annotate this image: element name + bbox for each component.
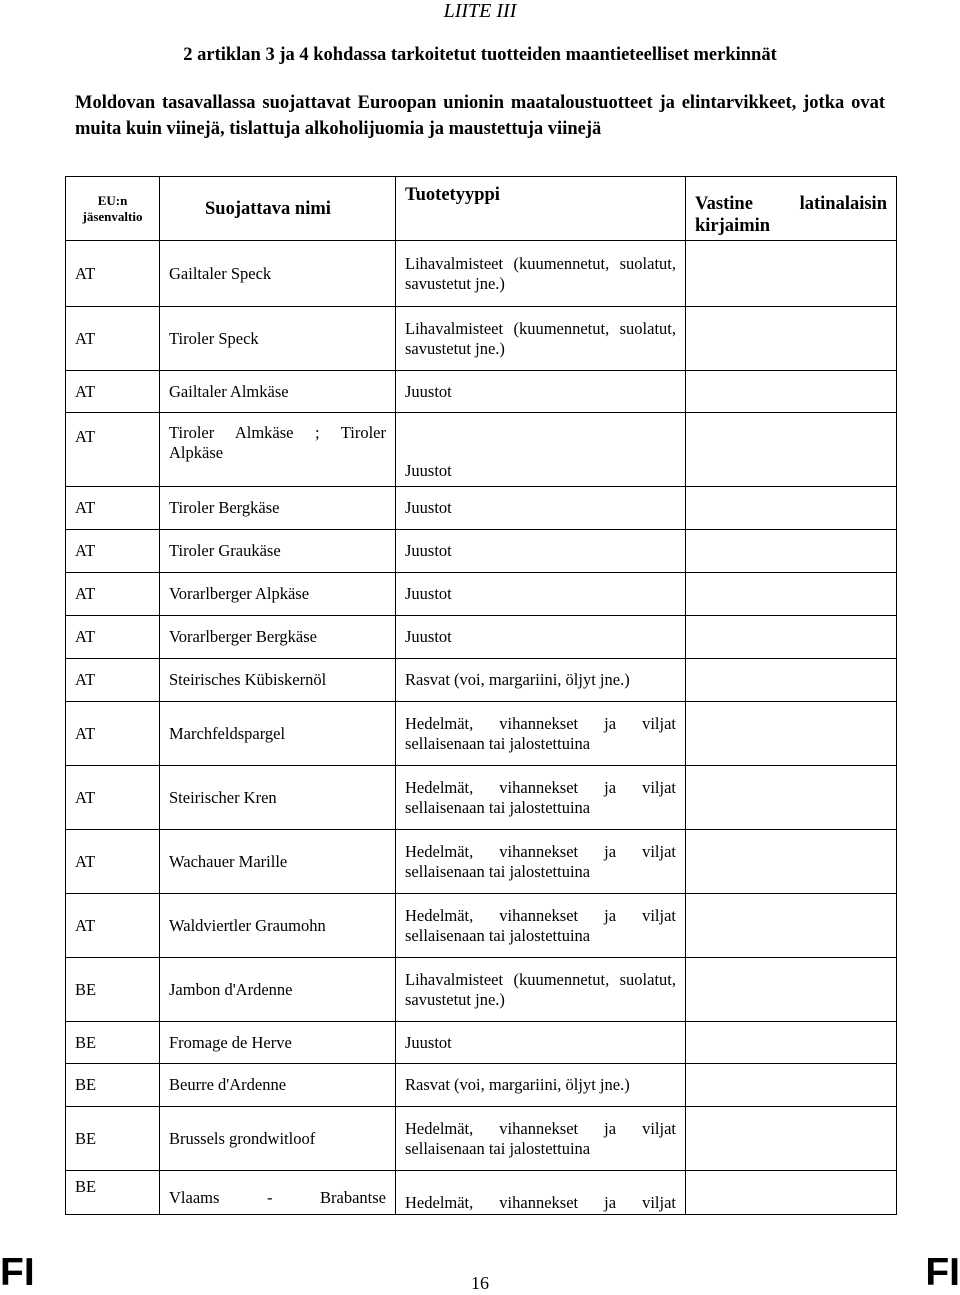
cell-type: Rasvat (voi, margariini, öljyt jne.) <box>396 659 686 702</box>
cell-latin <box>686 766 897 830</box>
header-protected-name: Suojattava nimi <box>160 177 396 241</box>
annex-label: LIITE III <box>443 0 517 22</box>
cell-type: Lihavalmisteet (kuumennetut, suolatut, savustetut jne.) <box>396 958 686 1022</box>
table-row <box>66 1107 897 1171</box>
cell-country: AT <box>66 659 160 702</box>
cell-type: Lihavalmisteet (kuumennetut, suolatut, savustetut jne.) <box>396 307 686 371</box>
cell-type: Hedelmät, vihannekset ja viljat sellaisenaan tai jalostettuina <box>396 766 686 830</box>
cell-name: Marchfeldspargel <box>160 702 396 766</box>
cell-latin <box>686 702 897 766</box>
cell-type: Rasvat (voi, margariini, öljyt jne.) <box>396 1064 686 1107</box>
table-row <box>66 659 897 702</box>
table-row <box>66 894 897 958</box>
cell-country: BE <box>66 958 160 1022</box>
cell-country: AT <box>66 530 160 573</box>
cell-type: Hedelmät, vihannekset ja viljat sellaisenaan tai jalostettuina <box>396 702 686 766</box>
cell-name: Vorarlberger Bergkäse <box>160 616 396 659</box>
cell-type: Juustot <box>396 1022 686 1064</box>
header-latin-equivalent <box>686 177 897 241</box>
header-member-state-line2: jäsenvaltio <box>82 208 143 224</box>
cell-country: AT <box>66 830 160 894</box>
cell-name: Tiroler Speck <box>160 307 396 371</box>
table-row <box>66 573 897 616</box>
table-row <box>66 616 897 659</box>
cell-latin <box>686 241 897 307</box>
cell-country: AT <box>66 307 160 371</box>
header-member-state <box>66 177 160 241</box>
table-row <box>66 1171 897 1215</box>
cell-country: AT <box>66 702 160 766</box>
cell-type: Hedelmät, vihannekset ja viljat sellaisenaan tai jalostettuina <box>396 830 686 894</box>
cell-name: Vlaams - Brabantse <box>160 1171 396 1215</box>
table-row <box>66 241 897 307</box>
cell-latin <box>686 413 897 487</box>
cell-type: Juustot <box>396 530 686 573</box>
cell-country: AT <box>66 573 160 616</box>
table-row <box>66 702 897 766</box>
section-subtitle: Moldovan tasavallassa suojattavat Euroopan unionin maataloustuotteet ja elintarvikkeet, jotka ovat muita kuin viinejä, tislattuja alkoholijuomia ja maustettuja viinejä <box>75 93 885 139</box>
cell-name: Beurre d'Ardenne <box>160 1064 396 1107</box>
cell-country: BE <box>66 1022 160 1064</box>
cell-country: AT <box>66 616 160 659</box>
cell-name: Gailtaler Almkäse <box>160 371 396 413</box>
cell-country: AT <box>66 487 160 530</box>
table-row <box>66 1022 897 1064</box>
cell-latin <box>686 1064 897 1107</box>
cell-latin <box>686 371 897 413</box>
cell-type: Hedelmät, vihannekset ja viljat <box>396 1171 686 1215</box>
language-code-right: FI <box>925 1251 960 1294</box>
cell-latin <box>686 894 897 958</box>
cell-name: Waldviertler Graumohn <box>160 894 396 958</box>
cell-name: Tiroler Graukäse <box>160 530 396 573</box>
cell-type: Juustot <box>396 616 686 659</box>
header-latin-equivalent-text: Vastine latinalaisin kirjaimin <box>695 194 887 236</box>
cell-name: Tiroler Bergkäse <box>160 487 396 530</box>
language-code-left: FI <box>0 1251 35 1294</box>
page-heading: 2 artiklan 3 ja 4 kohdassa tarkoitetut tuotteiden maantieteelliset merkinnät <box>183 45 777 65</box>
page-number: 16 <box>471 1273 489 1293</box>
cell-country: BE <box>66 1064 160 1107</box>
cell-country: AT <box>66 371 160 413</box>
table-row <box>66 958 897 1022</box>
cell-name: Tiroler Almkäse ; Tiroler Alpkäse <box>160 413 396 487</box>
table-row <box>66 766 897 830</box>
table-row <box>66 413 897 487</box>
cell-name: Gailtaler Speck <box>160 241 396 307</box>
cell-type: Juustot <box>396 573 686 616</box>
cell-latin <box>686 530 897 573</box>
cell-latin <box>686 830 897 894</box>
cell-latin <box>686 1107 897 1171</box>
cell-name: Fromage de Herve <box>160 1022 396 1064</box>
cell-type: Lihavalmisteet (kuumennetut, suolatut, savustetut jne.) <box>396 241 686 307</box>
cell-country: BE <box>66 1171 160 1215</box>
cell-name: Wachauer Marille <box>160 830 396 894</box>
cell-type: Juustot <box>396 413 686 487</box>
cell-name: Steirisches Kübiskernöl <box>160 659 396 702</box>
cell-type: Hedelmät, vihannekset ja viljat sellaisenaan tai jalostettuina <box>396 1107 686 1171</box>
cell-country: AT <box>66 413 160 487</box>
cell-latin <box>686 1022 897 1064</box>
header-product-type: Tuotetyyppi <box>396 177 686 241</box>
cell-latin <box>686 659 897 702</box>
table-row <box>66 487 897 530</box>
cell-name: Jambon d'Ardenne <box>160 958 396 1022</box>
cell-country: AT <box>66 241 160 307</box>
cell-country: AT <box>66 766 160 830</box>
table-row <box>66 830 897 894</box>
cell-name: Brussels grondwitloof <box>160 1107 396 1171</box>
cell-country: AT <box>66 894 160 958</box>
table-row <box>66 1064 897 1107</box>
cell-latin <box>686 487 897 530</box>
table-row <box>66 371 897 413</box>
cell-name: Steirischer Kren <box>160 766 396 830</box>
geographical-indications-table <box>65 176 897 1215</box>
table-row <box>66 530 897 573</box>
table-row <box>66 307 897 371</box>
cell-name: Vorarlberger Alpkäse <box>160 573 396 616</box>
header-member-state-line1: EU:n <box>97 192 128 208</box>
cell-country: BE <box>66 1107 160 1171</box>
cell-type: Hedelmät, vihannekset ja viljat sellaisenaan tai jalostettuina <box>396 894 686 958</box>
cell-latin <box>686 1171 897 1215</box>
cell-latin <box>686 573 897 616</box>
table-header-row <box>66 177 897 241</box>
cell-type: Juustot <box>396 487 686 530</box>
cell-latin <box>686 616 897 659</box>
cell-type: Juustot <box>396 371 686 413</box>
cell-latin <box>686 958 897 1022</box>
cell-latin <box>686 307 897 371</box>
